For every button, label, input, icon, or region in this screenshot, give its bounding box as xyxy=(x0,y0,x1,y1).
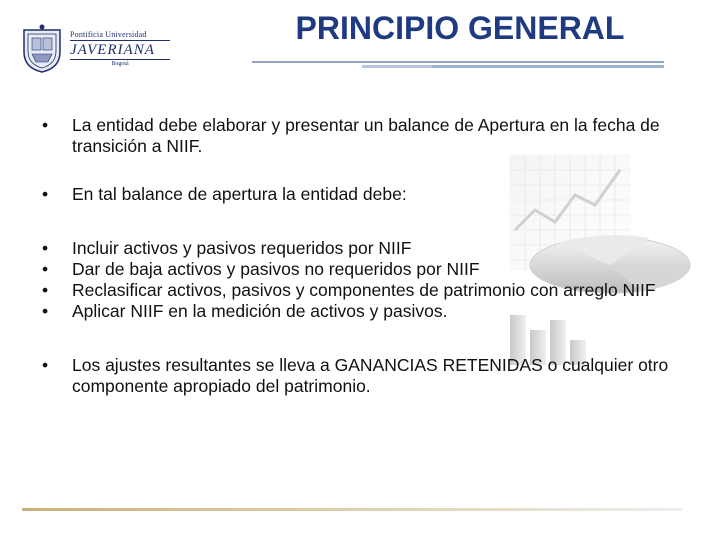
slide-title: PRINCIPIO GENERAL xyxy=(295,10,625,46)
bullet-text: Aplicar NIIF en la medición de activos y pasivos. xyxy=(72,301,448,321)
footer-divider xyxy=(22,508,682,512)
title-underline xyxy=(252,56,664,70)
bullet-marker: • xyxy=(42,184,49,204)
bullet-item xyxy=(40,184,680,205)
bullet-marker: • xyxy=(42,259,49,279)
bullet-item xyxy=(40,301,680,322)
bullet-marker: • xyxy=(42,238,49,258)
logo-university-name: JAVERIANA xyxy=(70,40,170,60)
bullet-marker: • xyxy=(42,355,49,375)
bullet-item xyxy=(40,238,680,259)
bullet-item xyxy=(40,355,680,397)
bullet-text: La entidad debe elaborar y presentar un balance de Apertura en la fecha de transición a NIIF. xyxy=(72,115,660,156)
bullet-item xyxy=(40,115,680,157)
bullet-item xyxy=(40,280,680,301)
bullet-list xyxy=(40,115,680,397)
bullet-marker: • xyxy=(42,115,49,135)
bullet-marker: • xyxy=(42,301,49,321)
bullet-text: En tal balance de apertura la entidad debe: xyxy=(72,184,407,204)
logo-city: Bogotá xyxy=(111,61,129,67)
crest-icon xyxy=(18,24,66,74)
bullet-marker: • xyxy=(42,280,49,300)
bullet-text: Reclasificar activos, pasivos y componentes de patrimonio con arreglo NIIF xyxy=(72,280,656,300)
bullet-text: Dar de baja activos y pasivos no requeridos por NIIF xyxy=(72,259,480,279)
university-logo xyxy=(18,24,158,74)
bullet-item xyxy=(40,259,680,280)
bullet-text: Incluir activos y pasivos requeridos por NIIF xyxy=(72,238,412,258)
bullet-text: Los ajustes resultantes se lleva a GANANCIAS RETENIDAS o cualquier otro componente apropiado del patrimonio. xyxy=(72,355,669,396)
logo-wordmark xyxy=(70,30,170,67)
logo-university-prefix: Pontificia Universidad xyxy=(70,30,147,39)
